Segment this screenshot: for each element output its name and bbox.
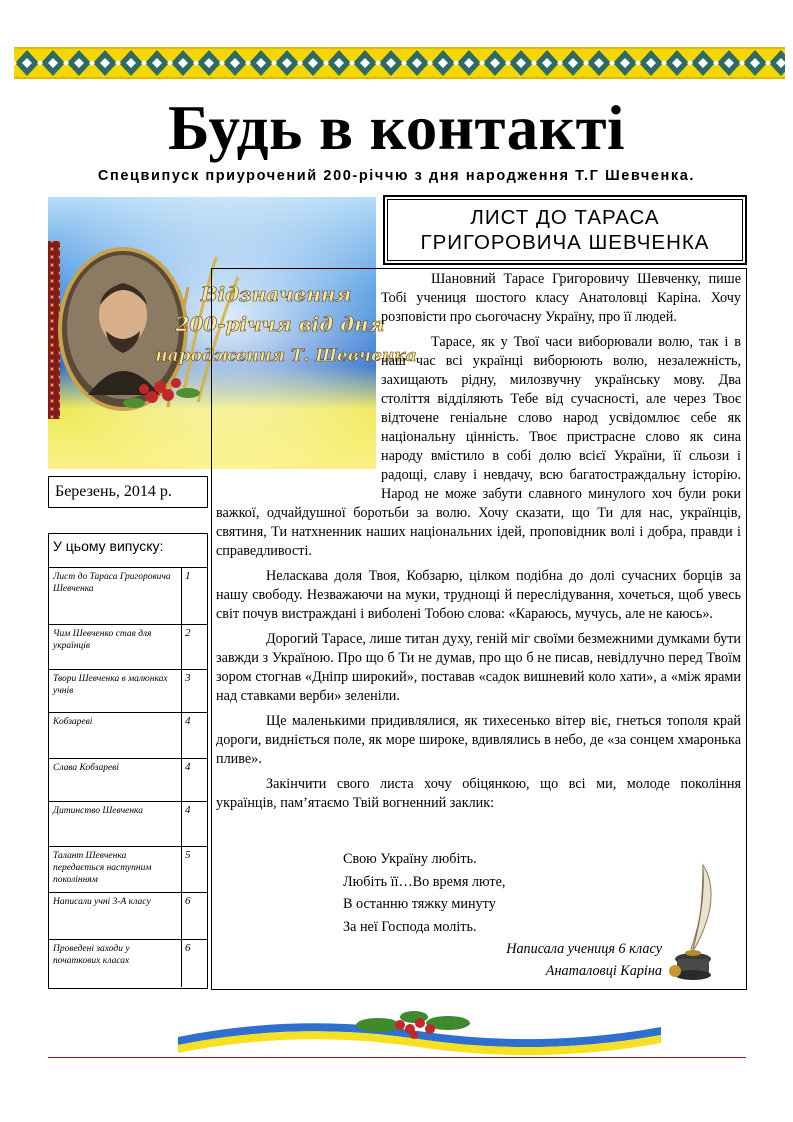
newspaper-subtitle: Спецвипуск приурочений 200-річчю з дня народження Т.Г Шевченка. — [97, 168, 696, 184]
banner-line-2: 200-річчя від дня — [175, 312, 385, 336]
article-paragraph: Неласкава доля Твоя, Кобзарю, цілком подібна до долі сучасних борців за нашу свободу. Незважаючи на муки, труднощі й переслідування, хочеться, щоб увесь світ почув вистраждані і виболені Тобою слова: «Караюсь, мучусь, але не каюсь». — [216, 568, 741, 622]
article-paragraph: Тарасе, як у Твої часи виборювали волю, так і в наш час всі українці виборюють волю, незалежність, захищають рідну, милозвучну українську мову. Два століття відділяють Тебе від сучасності, але через Твоє відточене геніальне слово народ усвідомлює себе як національну цінність. Твоє пристрасне слово як сина народу вмістило в собі долю всієї України, її сльози і радощі, славу і невдачу, всю багатостраждальну історію. Народ не може забути славного минулого хоч були роки важкої, одчайдушної боротьби за волю. Хочу сказати, що Ти для нас, українців, святиня, Ти натхненник наших національних ідей, проповідник волі і добра, правди і справедливості. — [216, 334, 741, 559]
toc-item-label: Кобзареві — [49, 713, 182, 758]
quill-inkwell-icon — [663, 863, 725, 981]
banner-line-1: Відзначення — [200, 282, 352, 306]
article-paragraph: Дорогий Тарасе, лише титан духу, геній міг своїми безмежними думками бути завжди з Україною. Про що б Ти не думав, про що б не писав, невідлучно перед Твоїм зором стогнав «Дніпр широкий», поставав «садок вишневий коло хати», а «між ярами над ставками верби» зеленіли. — [216, 631, 741, 704]
toc-row[interactable] — [49, 759, 207, 802]
toc-item-page: 4 — [185, 715, 191, 727]
toc-item-page: 6 — [185, 895, 191, 907]
flag-ribbon-decoration — [178, 1007, 661, 1053]
ornamental-border — [14, 47, 785, 79]
toc-item-page: 5 — [185, 849, 191, 861]
toc-item-label: Чим Шевченко став для українців — [49, 625, 182, 669]
toc-item-label: Лист до Тараса Григоровича Шевченка — [49, 568, 182, 624]
toc-item-page: 2 — [185, 627, 191, 639]
poem-line: Свою Україну любіть. — [343, 851, 477, 867]
article-body — [211, 268, 747, 848]
toc-title: У цьому випуску: — [49, 534, 207, 568]
toc-item-page: 4 — [185, 761, 191, 773]
toc-item-page: 1 — [185, 570, 191, 582]
signature-line-1: Написала учениця 6 класу — [506, 941, 662, 957]
toc-row[interactable] — [49, 940, 207, 987]
toc-item-page: 6 — [185, 942, 191, 954]
footer-rule — [48, 1057, 746, 1058]
toc-item-label: Написали учні 3-А класу — [49, 893, 182, 939]
toc-item-page: 3 — [185, 672, 191, 684]
article-paragraph: Ще маленькими придивлялися, як тихесенько вітер віє, гнеться тополя край дороги, видніється поле, як море широке, вдивлялись в небо, де «за сонцем хмаронька пливе». — [216, 713, 741, 767]
toc-row[interactable] — [49, 713, 207, 759]
toc-item-label: Твори Шевченка в малюнках учнів — [49, 670, 182, 712]
article-paragraph: Закінчити свого листа хочу обіцянкою, що всі ми, молоде покоління українців, пам’ятаємо Твій вогненний заклик: — [216, 776, 741, 811]
toc-row[interactable] — [49, 568, 207, 625]
newspaper-title: Будь в контакті — [167, 93, 626, 163]
toc-row[interactable] — [49, 847, 207, 893]
banner-line-3: народження Т. Шевченка — [155, 346, 417, 366]
toc-item-label: Дитинство Шевченка — [49, 802, 182, 846]
issue-date: Березень, 2014 р. — [48, 476, 208, 508]
toc-item-page: 4 — [185, 804, 191, 816]
table-of-contents — [48, 533, 208, 989]
toc-item-label: Проведені заходи у початкових класах — [49, 940, 182, 987]
toc-item-label: Талант Шевченка передається наступним поколінням — [49, 847, 182, 892]
article-headline — [383, 195, 747, 265]
headline-line-1: ЛИСТ ДО ТАРАСА — [470, 206, 660, 229]
headline-line-2: ГРИГОРОВИЧА ШЕВЧЕНКА — [420, 231, 710, 254]
toc-row[interactable] — [49, 625, 207, 670]
author-signature — [420, 938, 662, 982]
toc-row[interactable] — [49, 802, 207, 847]
poem-line: В останню тяжку минуту — [343, 896, 496, 912]
poem-quote — [343, 848, 505, 938]
poem-line: За неї Господа моліть. — [343, 918, 477, 935]
article-paragraph: Шановний Тарасе Григоровичу Шевченку, пише Тобі учениця шостого класу Анатоловці Каріна. Хочу розповісти про сьогочасну Україну, про її людей. — [381, 271, 741, 325]
toc-row[interactable] — [49, 670, 207, 713]
toc-item-label: Слава Кобзареві — [49, 759, 182, 801]
signature-line-2: Анаталовці Каріна — [545, 963, 662, 979]
toc-row[interactable] — [49, 893, 207, 940]
poem-line: Любіть її…Во время люте, — [343, 873, 506, 890]
banner-wrap-spacer — [216, 270, 381, 500]
